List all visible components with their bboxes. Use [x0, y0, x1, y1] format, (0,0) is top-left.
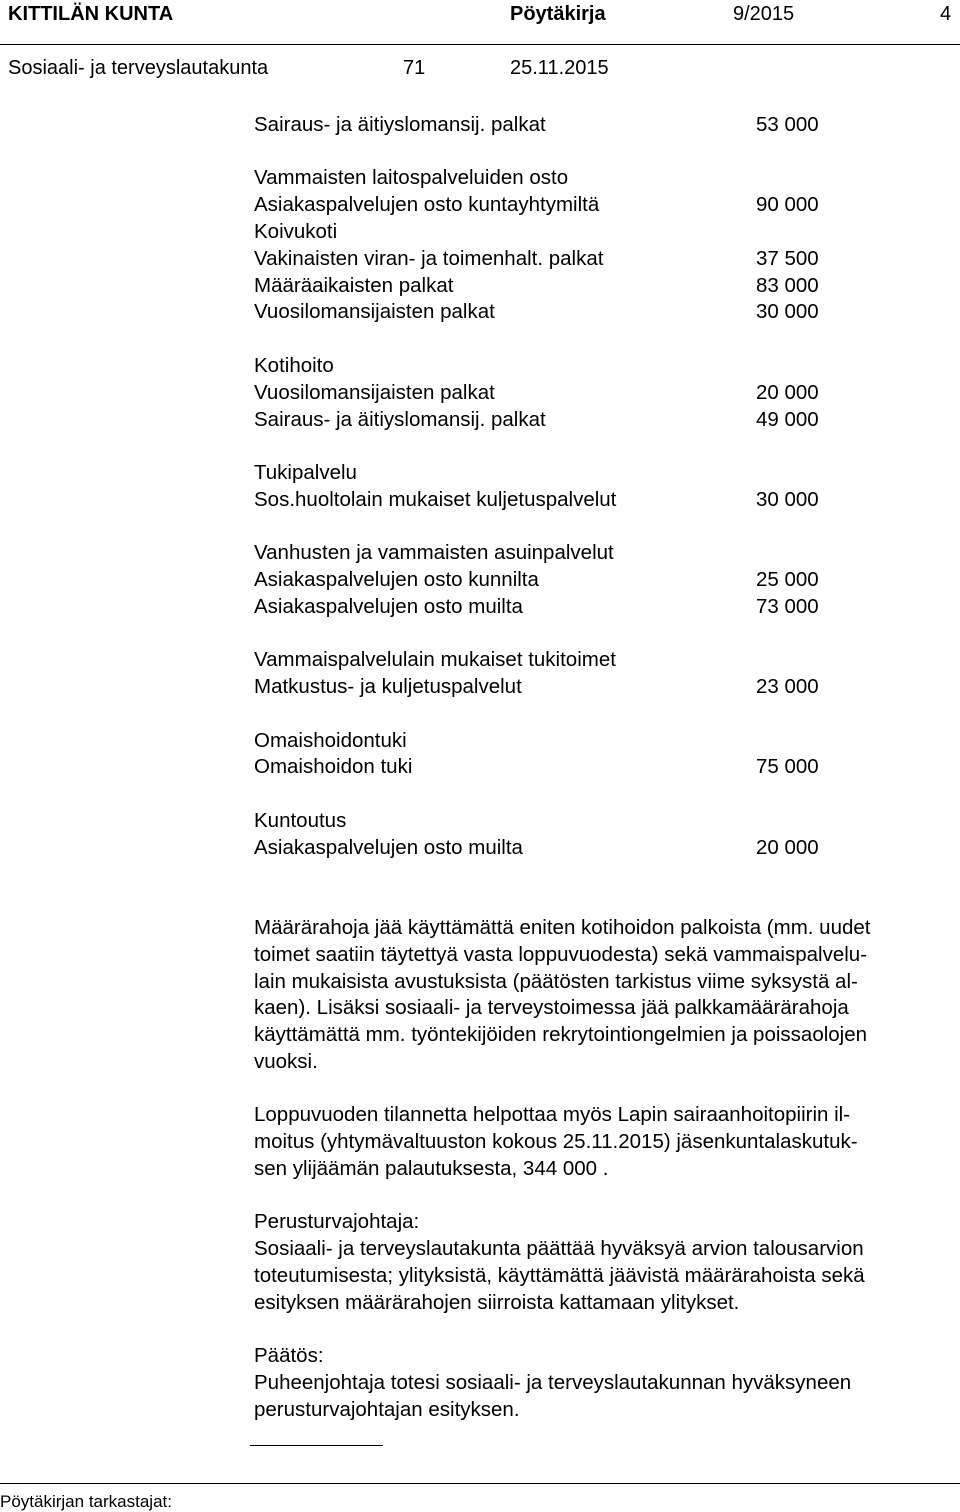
item-label: Tukipalvelu	[254, 461, 357, 484]
item-amount: 53 000	[756, 113, 819, 136]
paragraph-line: Määrärahoja jää käyttämättä eniten kotihoidon palkoista (mm. uudet	[254, 916, 871, 939]
paragraph-line: sen ylijäämän palautuksesta, 344 000 .	[254, 1157, 609, 1180]
item-label: Sairaus- ja äitiyslomansij. palkat	[254, 113, 546, 136]
item-label: Kotihoito	[254, 354, 334, 377]
proposal-line: toteutumisesta; ylityksistä, käyttämättä jäävistä määrärahoista sekä	[254, 1264, 865, 1287]
section-number: 71	[403, 57, 426, 79]
item-amount: 90 000	[756, 193, 819, 216]
item-label: Vuosilomansijaisten palkat	[254, 381, 495, 404]
decision-heading: Päätös:	[254, 1344, 324, 1367]
item-label: Omaishoidontuki	[254, 729, 407, 752]
document-number: 9/2015	[733, 3, 795, 25]
item-amount: 83 000	[756, 274, 819, 297]
item-amount: 37 500	[756, 247, 819, 270]
end-rule	[250, 1445, 383, 1446]
paragraph-line: vuoksi.	[254, 1050, 318, 1073]
paragraph-line: lain mukaisista avustuksista (päätösten tarkistus viime syksystä al-	[254, 970, 858, 993]
document-type: Pöytäkirja	[510, 3, 606, 25]
item-amount: 20 000	[756, 836, 819, 859]
decision-line: Puheenjohtaja totesi sosiaali- ja terveyslautakunnan hyväksyneen	[254, 1371, 852, 1394]
proposal-heading: Perusturvajohtaja:	[254, 1210, 420, 1233]
item-label: Matkustus- ja kuljetuspalvelut	[254, 675, 522, 698]
org-name: KITTILÄN KUNTA	[8, 3, 174, 25]
item-label: Vammaisten laitospalveluiden osto	[254, 166, 569, 189]
paragraph-line: käyttämättä mm. työntekijöiden rekrytointiongelmien ja poissaolojen	[254, 1023, 868, 1046]
footer-label: Pöytäkirjan tarkastajat:	[0, 1492, 172, 1511]
paragraph-line: Loppuvuoden tilannetta helpottaa myös Lapin sairaanhoitopiirin il-	[254, 1103, 851, 1126]
proposal-line: esityksen määrärahojen siirroista kattamaan ylitykset.	[254, 1291, 740, 1314]
item-amount: 25 000	[756, 568, 819, 591]
page-number: 4	[940, 3, 952, 25]
item-label: Koivukoti	[254, 220, 338, 243]
item-amount: 20 000	[756, 381, 819, 404]
item-label: Asiakaspalvelujen osto muilta	[254, 595, 523, 618]
item-amount: 73 000	[756, 595, 819, 618]
proposal-line: Sosiaali- ja terveyslautakunta päättää hyväksyä arvion talousarvion	[254, 1237, 864, 1260]
item-amount: 49 000	[756, 408, 819, 431]
paragraph-line: kaen). Lisäksi sosiaali- ja terveystoimessa jää palkkamäärärahoja	[254, 996, 849, 1019]
footer-divider	[0, 1483, 960, 1484]
item-amount: 30 000	[756, 300, 819, 323]
item-label: Asiakaspalvelujen osto muilta	[254, 836, 523, 859]
item-label: Vuosilomansijaisten palkat	[254, 300, 495, 323]
item-label: Sairaus- ja äitiyslomansij. palkat	[254, 408, 546, 431]
header-divider	[0, 44, 960, 45]
decision-line: perusturvajohtajan esityksen.	[254, 1398, 520, 1421]
item-label: Vanhusten ja vammaisten asuinpalvelut	[254, 541, 614, 564]
item-label: Vakinaisten viran- ja toimenhalt. palkat	[254, 247, 604, 270]
paragraph-line: toimet saatiin täytettyä vasta loppuvuodesta) sekä vammaispalvelu-	[254, 943, 868, 966]
item-label: Sos.huoltolain mukaiset kuljetuspalvelut	[254, 488, 617, 511]
item-amount: 75 000	[756, 755, 819, 778]
item-label: Asiakaspalvelujen osto kunnilta	[254, 568, 539, 591]
committee-name: Sosiaali- ja terveyslautakunta	[8, 57, 269, 79]
item-label: Kuntoutus	[254, 809, 347, 832]
item-label: Määräaikaisten palkat	[254, 274, 454, 297]
item-label: Omaishoidon tuki	[254, 755, 413, 778]
item-amount: 23 000	[756, 675, 819, 698]
item-label: Vammaispalvelulain mukaiset tukitoimet	[254, 648, 616, 671]
paragraph-line: moitus (yhtymävaltuuston kokous 25.11.2015) jäsenkuntalaskutuk-	[254, 1130, 858, 1153]
item-amount: 30 000	[756, 488, 819, 511]
item-label: Asiakaspalvelujen osto kuntayhtymiltä	[254, 193, 600, 216]
meeting-date: 25.11.2015	[510, 57, 609, 79]
